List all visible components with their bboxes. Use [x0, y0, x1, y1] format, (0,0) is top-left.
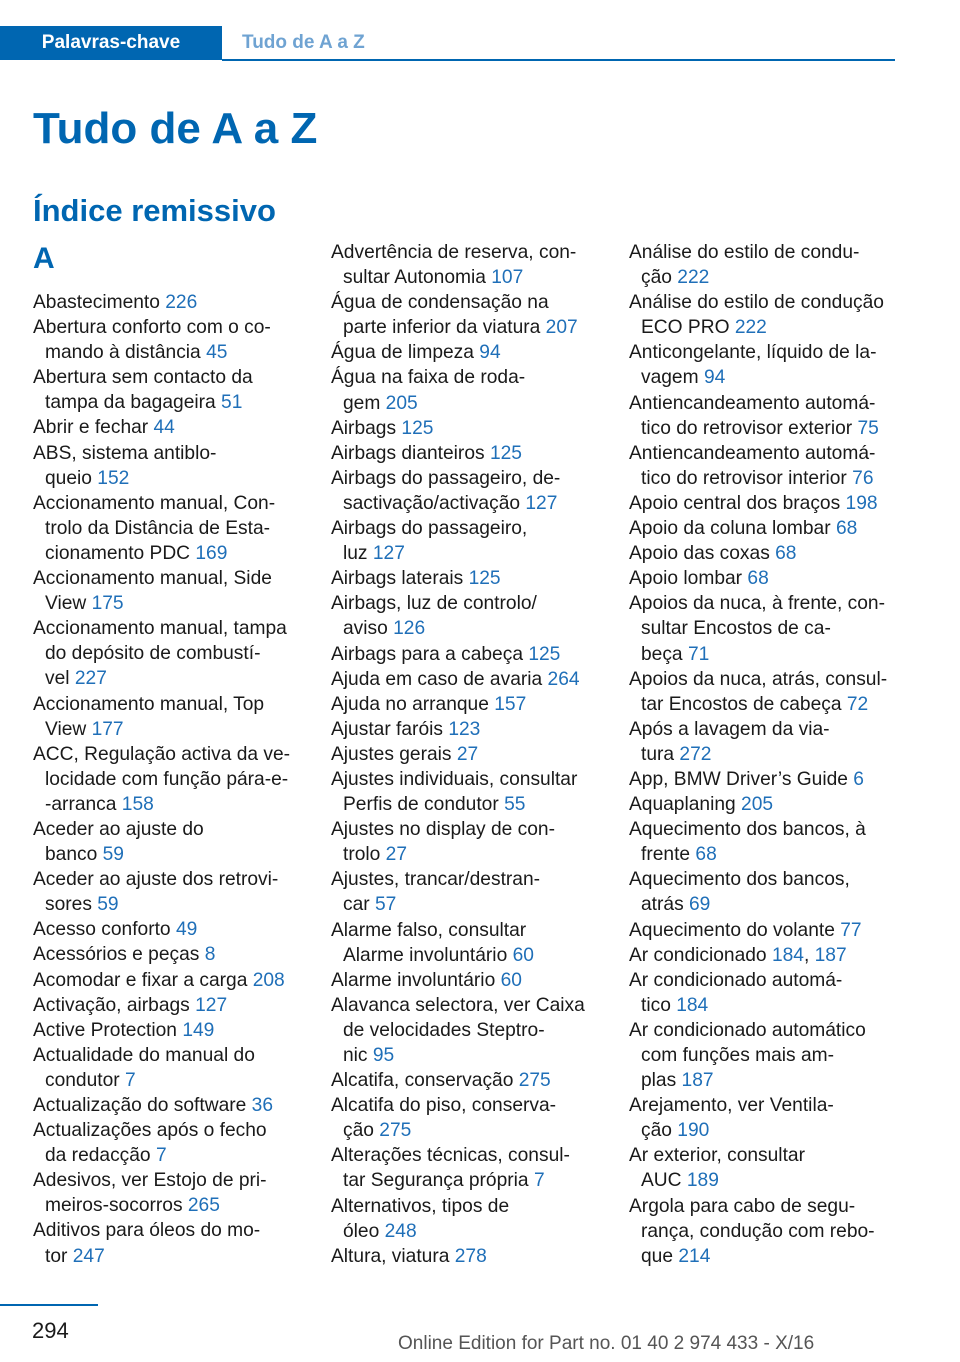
page-link[interactable]: 76 [852, 467, 874, 489]
page-link[interactable]: 45 [206, 342, 228, 364]
entry-text: Análise do estilo de condu- [629, 242, 860, 263]
page-link[interactable]: 7 [155, 1145, 167, 1167]
index-entry [629, 918, 901, 943]
index-entry [629, 541, 901, 566]
entry-text: Ajustar faróis [331, 718, 443, 740]
entry-text: tor [45, 1245, 68, 1267]
entry-text: ção [641, 1120, 672, 1142]
entry-text: Active Protection [33, 1019, 177, 1041]
index-entry [331, 667, 603, 692]
index-entry [629, 391, 901, 441]
edition-note: Online Edition for Part no. 01 40 2 974 433 - X/16 [398, 1333, 815, 1354]
entry-text: trolo [343, 844, 381, 866]
entry-text: luz [343, 543, 368, 565]
page-link[interactable]: 77 [840, 919, 862, 941]
index-entry [331, 1093, 603, 1143]
entry-text: Apoio lombar [629, 568, 743, 590]
index-entry [629, 340, 901, 390]
entry-text: queio [45, 467, 92, 489]
entry-text: Antiencandeamento automá- [629, 392, 876, 414]
index-entry [629, 1093, 901, 1143]
index-entry [331, 742, 603, 767]
page-link[interactable]: 94 [479, 342, 501, 364]
page-link[interactable]: 187 [814, 944, 847, 966]
entry-text: de velocidades Steptro- [343, 1019, 545, 1041]
entry-text: sultar Encostos de ca- [641, 618, 831, 640]
entry-text: Ajustes, trancar/destran- [331, 869, 541, 891]
entry-text: Aceder ao ajuste dos retrovi- [33, 869, 279, 891]
entry-text: nic [343, 1045, 368, 1066]
entry-text: Apoios da nuca, atrás, consul- [629, 668, 888, 690]
page-link[interactable]: 214 [678, 1245, 711, 1267]
index-entry [33, 942, 305, 967]
index-entry [331, 240, 603, 290]
entry-text: Anticongelante, líquido de la- [629, 342, 877, 364]
entry-text: Alarme falso, consultar [331, 919, 527, 941]
entry-text: Ar exterior, consultar [629, 1145, 805, 1167]
page-link[interactable]: 248 [384, 1220, 417, 1242]
index-entry [33, 917, 305, 942]
entry-text: plas [641, 1070, 677, 1092]
index-column-1 [33, 240, 305, 1269]
entry-text: ção [641, 267, 672, 289]
entry-text: Perfis de condutor [343, 794, 499, 816]
entry-text: ECO PRO [641, 317, 730, 339]
entry-text: Ar condicionado [629, 944, 767, 966]
index-entry [33, 616, 305, 691]
footer-divider [0, 1304, 98, 1306]
index-entry [33, 1043, 305, 1093]
entry-text: Aquecimento do volante [629, 919, 835, 941]
page-link[interactable]: 68 [695, 844, 717, 866]
entry-text: App, BMW Driver’s Guide [629, 768, 848, 790]
index-entry [33, 491, 305, 566]
index-entry [331, 968, 603, 993]
entry-text: Aceder ao ajuste do [33, 818, 204, 840]
entry-text: Ajustes no display de con- [331, 819, 555, 841]
index-entry [33, 1018, 305, 1043]
page-link[interactable]: 69 [689, 894, 711, 916]
index-entry [331, 566, 603, 591]
entry-text: View [45, 593, 87, 615]
page-link[interactable]: 198 [845, 492, 878, 514]
index-entry [629, 1143, 901, 1193]
entry-text: Airbags dianteiros [331, 442, 485, 464]
index-entry [331, 365, 603, 415]
entry-text: Ar condicionado automático [629, 1019, 866, 1041]
entry-text: ABS, sistema antiblo- [33, 442, 217, 464]
entry-text: locidade com função pára-e- [45, 768, 289, 790]
index-entry [629, 441, 901, 491]
index-entry [331, 918, 603, 968]
entry-text: Apoios da nuca, à frente, con- [629, 593, 885, 615]
page-link[interactable]: 157 [494, 693, 527, 715]
index-entry [33, 290, 305, 315]
page-link[interactable]: 275 [518, 1070, 551, 1092]
page-link[interactable]: 158 [121, 793, 154, 815]
page-link[interactable]: 125 [401, 417, 434, 439]
page-link[interactable]: 94 [703, 367, 726, 389]
entry-text: Accionamento manual, Top [33, 693, 265, 715]
entry-text: Aquecimento dos bancos, [629, 869, 850, 891]
page-link[interactable]: 68 [775, 543, 797, 565]
page-link[interactable]: 127 [525, 492, 558, 514]
index-entry [33, 1168, 305, 1218]
entry-text: Análise do estilo de condução [629, 292, 884, 314]
entry-text: Ajustes individuais, consultar [331, 768, 578, 790]
entry-text: Adesivos, ver Estojo de pri- [33, 1170, 267, 1192]
index-entry [331, 717, 603, 742]
entry-text: Água de condensação na [331, 292, 549, 314]
entry-text: que [641, 1245, 674, 1267]
entry-text: trolo da Distância de Esta- [45, 517, 271, 539]
entry-text: óleo [343, 1220, 380, 1242]
entry-text: AUC [641, 1170, 682, 1192]
entry-text: parte inferior da viatura [343, 317, 541, 339]
page-link[interactable]: 68 [835, 518, 858, 540]
entry-text: aviso [343, 618, 388, 640]
page-link[interactable]: 71 [687, 643, 710, 665]
entry-text: sactivação/activação [343, 492, 521, 514]
page-link[interactable]: 126 [393, 618, 426, 640]
index-entry [33, 1218, 305, 1268]
index-entry [331, 692, 603, 717]
entry-text: Airbags do passageiro, de- [331, 467, 561, 489]
page-link[interactable]: 36 [251, 1095, 273, 1116]
index-entry [331, 1143, 603, 1193]
index-entry [331, 290, 603, 340]
page-number: 294 [32, 1318, 69, 1343]
entry-text: com funções mais am- [641, 1045, 834, 1066]
index-entry [629, 717, 901, 767]
index-entry [331, 642, 603, 667]
page-link[interactable]: 226 [165, 292, 198, 313]
index-entry [629, 867, 901, 917]
entry-text: Argola para cabo de segu- [629, 1195, 856, 1217]
entry-text: mando à distância [45, 342, 201, 364]
index-entry [331, 993, 603, 1068]
entry-text: tar Segurança própria [343, 1170, 529, 1192]
index-entry [33, 566, 305, 616]
index-entry [331, 817, 603, 867]
index-entry [33, 441, 305, 491]
index-entry [629, 1018, 901, 1093]
entry-text: condutor [45, 1069, 120, 1091]
entry-text: rança, condução com rebo- [641, 1220, 875, 1242]
page-link[interactable]: 75 [857, 417, 879, 439]
page-link[interactable]: 247 [72, 1245, 105, 1267]
page-link[interactable]: 125 [489, 442, 522, 464]
entry-text: Abastecimento [33, 292, 160, 313]
page-link[interactable]: 264 [547, 668, 580, 690]
index-entry [331, 867, 603, 917]
page-link[interactable]: 125 [528, 643, 561, 665]
index-entry [629, 290, 901, 340]
entry-text: Abrir e fechar [33, 417, 149, 439]
entry-text: Accionamento manual, tampa [33, 618, 287, 640]
entry-text: Accionamento manual, Side [33, 568, 272, 590]
page-link[interactable]: 127 [372, 543, 405, 565]
entry-text: Actualidade do manual do [33, 1044, 255, 1066]
entry-text: Alcatifa do piso, conserva- [331, 1095, 557, 1117]
page-link[interactable]: 177 [91, 718, 124, 740]
entry-text: Alarme involuntário [343, 944, 508, 966]
entry-text: Acessórios e peças [33, 944, 200, 966]
entry-text: car [343, 894, 370, 916]
page-link[interactable]: 60 [500, 969, 522, 991]
entry-text: Alarme involuntário [331, 969, 496, 991]
entry-text: Airbags do passageiro, [331, 518, 528, 540]
page-link[interactable]: 107 [491, 267, 524, 289]
index-entry [629, 240, 901, 290]
page-link[interactable]: 6 [853, 768, 864, 790]
index-entry [629, 1194, 901, 1269]
entry-text: tar Encostos de cabeça [641, 693, 842, 715]
index-entry [629, 968, 901, 1018]
entry-text: Aquecimento dos bancos, à [629, 819, 866, 841]
page-link[interactable]: 152 [97, 467, 130, 489]
entry-text: Acesso conforto [33, 919, 171, 941]
section-title: Índice remissivo [33, 193, 276, 228]
index-column-2 [331, 240, 603, 1269]
entry-text: sores [45, 894, 92, 916]
entry-text: cionamento PDC [45, 542, 191, 564]
entry-text: Água na faixa de roda- [331, 367, 526, 389]
index-entry [629, 516, 901, 541]
page-link[interactable]: 222 [734, 317, 767, 339]
index-entry [331, 1244, 603, 1269]
page-title: Tudo de A a Z [33, 104, 318, 153]
index-entry [33, 1093, 305, 1118]
page-link[interactable]: 59 [102, 844, 124, 866]
entry-text: da redacção [45, 1145, 151, 1167]
index-entry [331, 340, 603, 365]
page-link[interactable]: 44 [153, 417, 175, 439]
tab-palavras-chave[interactable]: Palavras-chave [0, 26, 222, 60]
index-entry [629, 792, 901, 817]
page-link[interactable]: 265 [187, 1195, 220, 1217]
index-entry [33, 817, 305, 867]
entry-text: tampa da bagageira [45, 392, 216, 414]
index-entry [331, 591, 603, 641]
page-link[interactable]: 184 [771, 944, 804, 966]
index-entry [33, 315, 305, 365]
entry-text: tico do retrovisor exterior [641, 417, 853, 439]
page-link[interactable]: 68 [747, 568, 769, 590]
entry-text: Ajustes gerais [331, 743, 452, 765]
entry-text: Apoio das coxas [629, 543, 770, 565]
entry-text: Aquaplaning [629, 794, 736, 816]
entry-text: meiros-socorros [45, 1195, 183, 1217]
page-link[interactable]: 169 [195, 542, 228, 564]
index-entry [331, 516, 603, 566]
index-entry [331, 466, 603, 516]
page-link[interactable]: 227 [74, 668, 107, 690]
entry-text: Advertência de reserva, con- [331, 242, 577, 263]
entry-text: Actualizações após o fecho [33, 1120, 267, 1142]
page-link[interactable]: 149 [182, 1019, 215, 1041]
entry-text: tico [641, 994, 671, 1016]
entry-text: Ajuda em caso de avaria [331, 668, 543, 690]
index-entry [629, 566, 901, 591]
page-link[interactable]: 123 [448, 718, 481, 740]
entry-text: Airbags laterais [331, 568, 464, 590]
page-link[interactable]: 7 [125, 1069, 136, 1091]
page-link[interactable]: 272 [679, 743, 712, 765]
entry-text: ACC, Regulação activa da ve- [33, 743, 291, 765]
entry-text: beça [641, 643, 683, 665]
entry-text: atrás [641, 894, 684, 916]
header-bar [0, 26, 895, 62]
entry-text: Apoio da coluna lombar [629, 518, 831, 540]
page-link[interactable]: 59 [97, 894, 119, 916]
index-entry [331, 767, 603, 817]
page-link[interactable]: 27 [385, 844, 408, 866]
entry-text: vagem [641, 367, 699, 389]
entry-text: Arejamento, ver Ventila- [629, 1095, 834, 1117]
entry-text: tura [641, 743, 675, 765]
page-link[interactable]: 275 [379, 1120, 412, 1142]
entry-text: Activação, airbags [33, 994, 190, 1016]
index-entry [331, 416, 603, 441]
page-link[interactable]: 60 [512, 944, 534, 966]
entry-text: View [45, 718, 87, 740]
index-entry [629, 667, 901, 717]
page-link[interactable]: 127 [195, 994, 228, 1016]
page-link[interactable]: 51 [221, 392, 243, 414]
entry-text: do depósito de combustí- [45, 643, 261, 665]
entry-text: gem [343, 392, 381, 414]
entry-text: Actualização do software [33, 1095, 247, 1116]
page-link[interactable]: 189 [686, 1170, 719, 1192]
entry-text: banco [45, 844, 98, 866]
index-entry [33, 415, 305, 440]
entry-text: Abertura conforto com o co- [33, 317, 271, 339]
entry-text: Accionamento manual, Con- [33, 492, 276, 514]
entry-text: Altura, viatura [331, 1245, 450, 1267]
page-link[interactable]: 125 [468, 568, 501, 590]
entry-text: Acomodar e fixar a carga [33, 969, 248, 991]
tab-tudo-de-a-a-z[interactable]: Tudo de A a Z [242, 32, 365, 53]
header-divider [222, 59, 895, 61]
page-link[interactable]: 278 [454, 1245, 487, 1267]
entry-text: Antiencandeamento automá- [629, 442, 876, 464]
index-entry [33, 1118, 305, 1168]
entry-text: sultar Autonomia [343, 267, 486, 289]
entry-text: Airbags [331, 417, 397, 439]
index-entry [33, 365, 305, 415]
page-link[interactable]: 222 [677, 267, 710, 289]
page-link[interactable]: 72 [846, 693, 869, 715]
page-link[interactable]: 57 [375, 894, 397, 916]
page-link[interactable]: 207 [545, 317, 578, 339]
entry-text: Alterações técnicas, consul- [331, 1145, 570, 1167]
page-link[interactable]: 175 [91, 593, 124, 615]
entry-text: -arranca [45, 793, 117, 815]
page-link[interactable]: 205 [385, 392, 418, 414]
entry-text: Alavanca selectora, ver Caixa [331, 994, 585, 1016]
index-entry [33, 742, 305, 817]
entry-text: Ar condicionado automá- [629, 969, 843, 991]
index-entry [629, 767, 901, 792]
entry-text: Água de limpeza [331, 342, 474, 364]
page-link[interactable]: 95 [372, 1045, 395, 1066]
entry-text: ção [343, 1120, 374, 1142]
index-entry [331, 441, 603, 466]
index-entry [33, 968, 305, 993]
index-entry [629, 591, 901, 666]
entry-text: Alternativos, tipos de [331, 1195, 510, 1217]
index-entry [33, 692, 305, 742]
entry-text: frente [641, 844, 691, 866]
index-entry [331, 1068, 603, 1093]
entry-text: Após a lavagem da via- [629, 718, 830, 740]
index-entry [33, 867, 305, 917]
index-entry: Ar condicionado 184, 187 [629, 944, 847, 966]
index-column-3 [629, 240, 901, 1269]
entry-text: Airbags para a cabeça [331, 643, 523, 665]
page-link[interactable]: 55 [504, 794, 526, 816]
page-link[interactable]: 7 [533, 1170, 545, 1192]
entry-text: tico do retrovisor interior [641, 467, 847, 489]
page-link[interactable]: 187 [681, 1070, 714, 1092]
entry-text: vel [45, 668, 70, 690]
page-link[interactable]: 190 [677, 1120, 710, 1142]
entry-text: Alcatifa, conservação [331, 1070, 514, 1092]
index-entry [629, 491, 901, 516]
page-link[interactable]: 27 [456, 743, 479, 765]
page-link[interactable]: 8 [204, 944, 216, 966]
index-entry [33, 993, 305, 1018]
page-link[interactable]: 208 [252, 969, 285, 991]
entry-text: Airbags, luz de controlo/ [331, 593, 537, 615]
page-link[interactable]: 205 [741, 794, 774, 816]
entry-text: Aditivos para óleos do mo- [33, 1220, 261, 1242]
index-entry [331, 1194, 603, 1244]
index-entry [629, 817, 901, 867]
entry-text: Abertura sem contacto da [33, 367, 253, 389]
page-link[interactable]: 49 [175, 919, 198, 941]
index-letter: A [33, 242, 55, 275]
entry-text: Ajuda no arranque [331, 693, 489, 715]
entry-text: Apoio central dos braços [629, 492, 841, 514]
page-link[interactable]: 184 [676, 994, 709, 1016]
